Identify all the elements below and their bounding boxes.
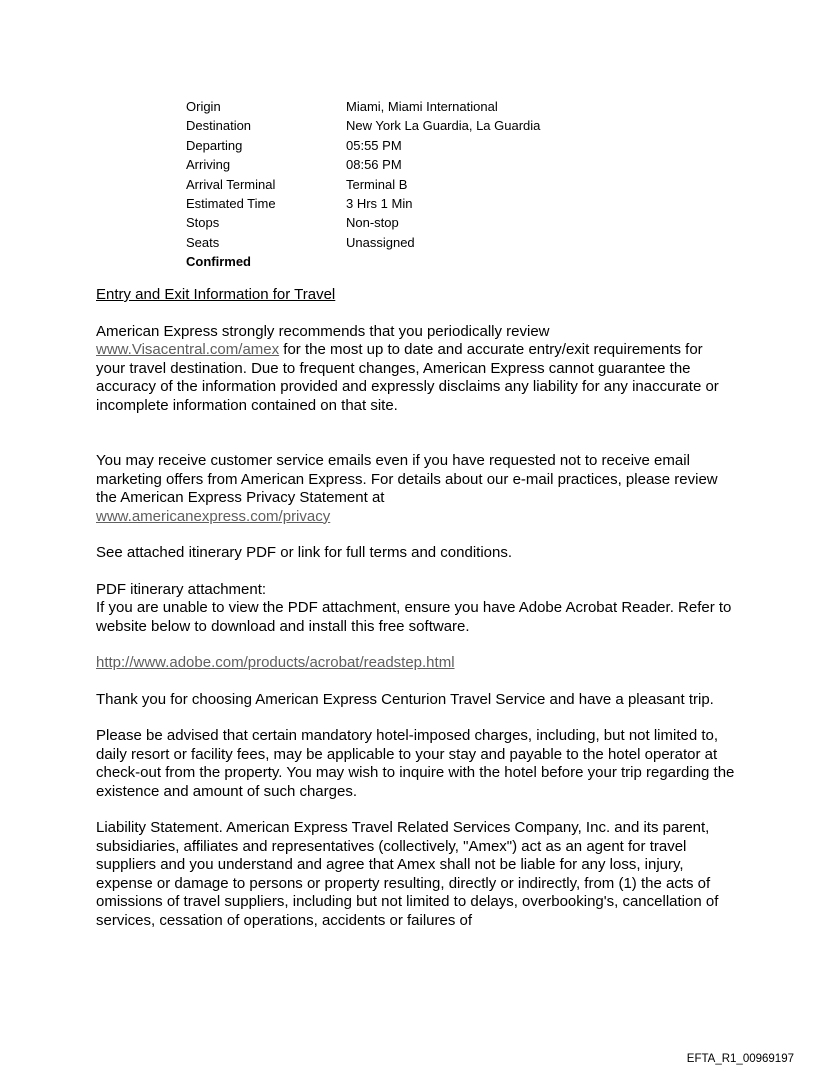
- entry-exit-heading: Entry and Exit Information for Travel: [96, 286, 336, 303]
- flight-value: New York La Guardia, La Guardia: [346, 118, 541, 134]
- flight-label: Origin: [186, 99, 221, 114]
- flight-label: Estimated Time: [186, 196, 276, 212]
- flight-value: Miami, Miami International: [346, 99, 498, 114]
- adobe-link[interactable]: http://www.adobe.com/products/acrobat/readstep.html: [96, 654, 455, 671]
- flight-row-origin: [186, 97, 540, 116]
- flight-row-departing: [186, 136, 540, 155]
- flight-row-arriving: [186, 155, 540, 174]
- document-id-footer: EFTA_R1_00969197: [686, 1053, 794, 1065]
- flight-label: Arrival Terminal: [186, 176, 276, 192]
- flight-label: Stops: [186, 215, 220, 231]
- hotel-charges-paragraph: Please be advised that certain mandatory hotel-imposed charges, including, but not limited to, daily resort or facility fees, may be applicable to your stay and payable to the hotel operator at check-out from the property. You may wish to inquire with the hotel before your trip regarding the existence and amount of such charges.: [96, 727, 735, 800]
- pdf-paragraph: [96, 581, 736, 637]
- pdf-title: PDF itinerary attachment:: [96, 580, 267, 598]
- flight-label: Departing: [186, 137, 243, 153]
- flight-value: 08:56 PM: [346, 157, 402, 173]
- flight-value: 3 Hrs 1 Min: [346, 196, 413, 212]
- flight-details-table: [186, 97, 540, 272]
- flight-row-estimated-time: [186, 194, 540, 213]
- email-paragraph: [96, 452, 736, 526]
- visacentral-link[interactable]: www.Visacentral.com/amex: [96, 341, 280, 358]
- adobe-link-paragraph: [96, 654, 736, 673]
- flight-label: Arriving: [186, 157, 231, 173]
- itinerary-notes: [96, 286, 736, 930]
- flight-value: Unassigned: [346, 234, 415, 250]
- flight-value: 05:55 PM: [346, 137, 402, 153]
- flight-row-stops: [186, 213, 540, 232]
- entry-rest-text: for the most up to date and accurate entry/exit requirements for your travel destination. Due to frequent changes, American Express cannot guarantee the accuracy of the information provided and expressly disclaims any liability for any inaccurate or incomplete information contained on that site.: [96, 341, 719, 414]
- thanks-paragraph: Thank you for choosing American Express Centurion Travel Service and have a pleasant trip.: [96, 690, 714, 708]
- flight-label: Destination: [186, 118, 252, 134]
- email-text: You may receive customer service emails even if you have requested not to receive email marketing offers from American Express. For details about our e-mail practices, please review the American Express Privacy Statement at: [96, 452, 718, 506]
- confirmation-status: Confirmed: [186, 254, 251, 270]
- pdf-text: If you are unable to view the PDF attachment, ensure you have Adobe Acrobat Reader. Refer to website below to download and install this free software.: [96, 599, 732, 635]
- flight-value: Terminal B: [346, 176, 408, 192]
- flight-label: Seats: [186, 234, 220, 250]
- privacy-link[interactable]: www.americanexpress.com/privacy: [96, 507, 331, 525]
- entry-intro-text: American Express strongly recommends that you periodically review: [96, 322, 550, 340]
- flight-row-seats: [186, 233, 540, 252]
- flight-row-arrival-terminal: [186, 175, 540, 194]
- flight-value: Non-stop: [346, 215, 399, 231]
- liability-statement: Liability Statement. American Express Travel Related Services Company, Inc. and its parent, subsidiaries, affiliates and representatives (collectively, "Amex") act as an agent for travel suppliers and you understand and agree that Amex shall not be liable for any loss, injury, expense or damage to persons or property resulting, directly or indirectly, from (1) the acts of omissions of travel suppliers, including but not limited to delays, overbooking's, cancellation of services, cessation of operations, accidents or failures of: [96, 819, 719, 929]
- terms-paragraph: See attached itinerary PDF or link for full terms and conditions.: [96, 544, 513, 561]
- entry-exit-paragraph: [96, 323, 736, 416]
- flight-row-destination: [186, 116, 540, 135]
- flight-row-status: [186, 252, 540, 271]
